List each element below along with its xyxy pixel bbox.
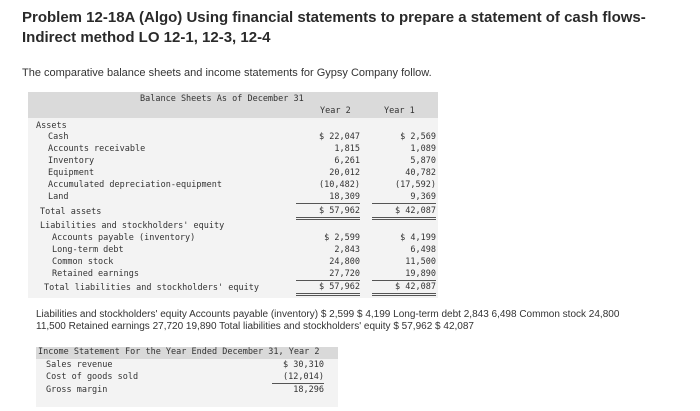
row-year1: 40,782	[405, 168, 436, 178]
row-label: Gross margin	[46, 385, 108, 395]
total-liabilities-label: Total liabilities and stockholders' equity	[44, 283, 259, 293]
income-statement-body	[36, 359, 338, 407]
row-year2: (10,482)	[319, 180, 360, 190]
row-year2: 1,815	[334, 144, 360, 154]
row-label: Land	[48, 192, 69, 202]
row-year2: 27,720	[296, 269, 360, 281]
row-label: Accounts payable (inventory)	[52, 233, 196, 243]
problem-title: Problem 12-18A (Algo) Using financial statements to prepare a statement of cash flows-Indirect method LO 12-1, 12-3, 12-4	[22, 9, 646, 46]
row-year2: 2,843	[334, 245, 360, 255]
balance-sheet-body	[28, 118, 438, 298]
row-value: $ 30,310	[283, 360, 324, 370]
row-year2: $ 2,599	[324, 233, 360, 243]
column-year-2: Year 2	[320, 106, 351, 116]
row-value: 18,296	[293, 385, 324, 395]
row-year1: 6,498	[410, 245, 436, 255]
row-year1: $ 4,199	[400, 233, 436, 243]
assets-label: Assets	[36, 121, 67, 131]
liabilities-label: Liabilities and stockholders' equity	[40, 221, 225, 231]
income-statement-header	[36, 347, 338, 359]
total-liabilities-year2: $ 57,962	[296, 282, 360, 296]
row-label: Retained earnings	[52, 269, 139, 279]
row-year1: 9,369	[372, 192, 436, 204]
balance-sheet-table	[28, 92, 438, 298]
total-assets-label: Total assets	[40, 207, 102, 217]
row-year2: 18,309	[296, 192, 360, 204]
row-value: (12,014)	[272, 372, 324, 384]
row-label: Accounts receivable	[48, 144, 146, 154]
row-label: Cost of goods sold	[46, 372, 139, 382]
row-label: Equipment	[48, 168, 95, 178]
row-year1: 1,089	[410, 144, 436, 154]
total-assets-year2: $ 57,962	[296, 206, 360, 220]
income-statement-table	[36, 347, 338, 407]
liabilities-transcript: Liabilities and stockholders' equity Accounts payable (inventory) $ 2,599 $ 4,199 Long-term debt 2,843 6,498 Common stock 24,800 11,500 Retained earnings 27,720 19,890 Total liabilities and stockholders' equity $ 57,962 $ 42,087	[36, 309, 620, 332]
income-statement-heading: Income Statement For the Year Ended December 31, Year 2	[38, 347, 320, 357]
total-assets-year1: $ 42,087	[372, 206, 436, 220]
balance-sheet-header	[28, 92, 438, 118]
row-year2: 6,261	[334, 156, 360, 166]
row-year2: 24,800	[329, 257, 360, 267]
row-label: Common stock	[52, 257, 114, 267]
row-year1: $ 2,569	[400, 132, 436, 142]
row-year1: 11,500	[405, 257, 436, 267]
balance-sheet-heading: Balance Sheets As of December 31	[140, 94, 304, 104]
total-liabilities-year1: $ 42,087	[372, 282, 436, 296]
row-year1: 19,890	[372, 269, 436, 281]
row-label: Inventory	[48, 156, 95, 166]
row-label: Accumulated depreciation-equipment	[48, 180, 222, 190]
row-year1: (17,592)	[395, 180, 436, 190]
row-year2: 20,012	[329, 168, 360, 178]
row-year2: $ 22,047	[319, 132, 360, 142]
row-label: Sales revenue	[46, 360, 113, 370]
row-label: Cash	[48, 132, 69, 142]
row-year1: 5,870	[410, 156, 436, 166]
intro-text: The comparative balance sheets and income statements for Gypsy Company follow.	[22, 67, 432, 79]
column-year-1: Year 1	[384, 106, 415, 116]
row-label: Long-term debt	[52, 245, 124, 255]
